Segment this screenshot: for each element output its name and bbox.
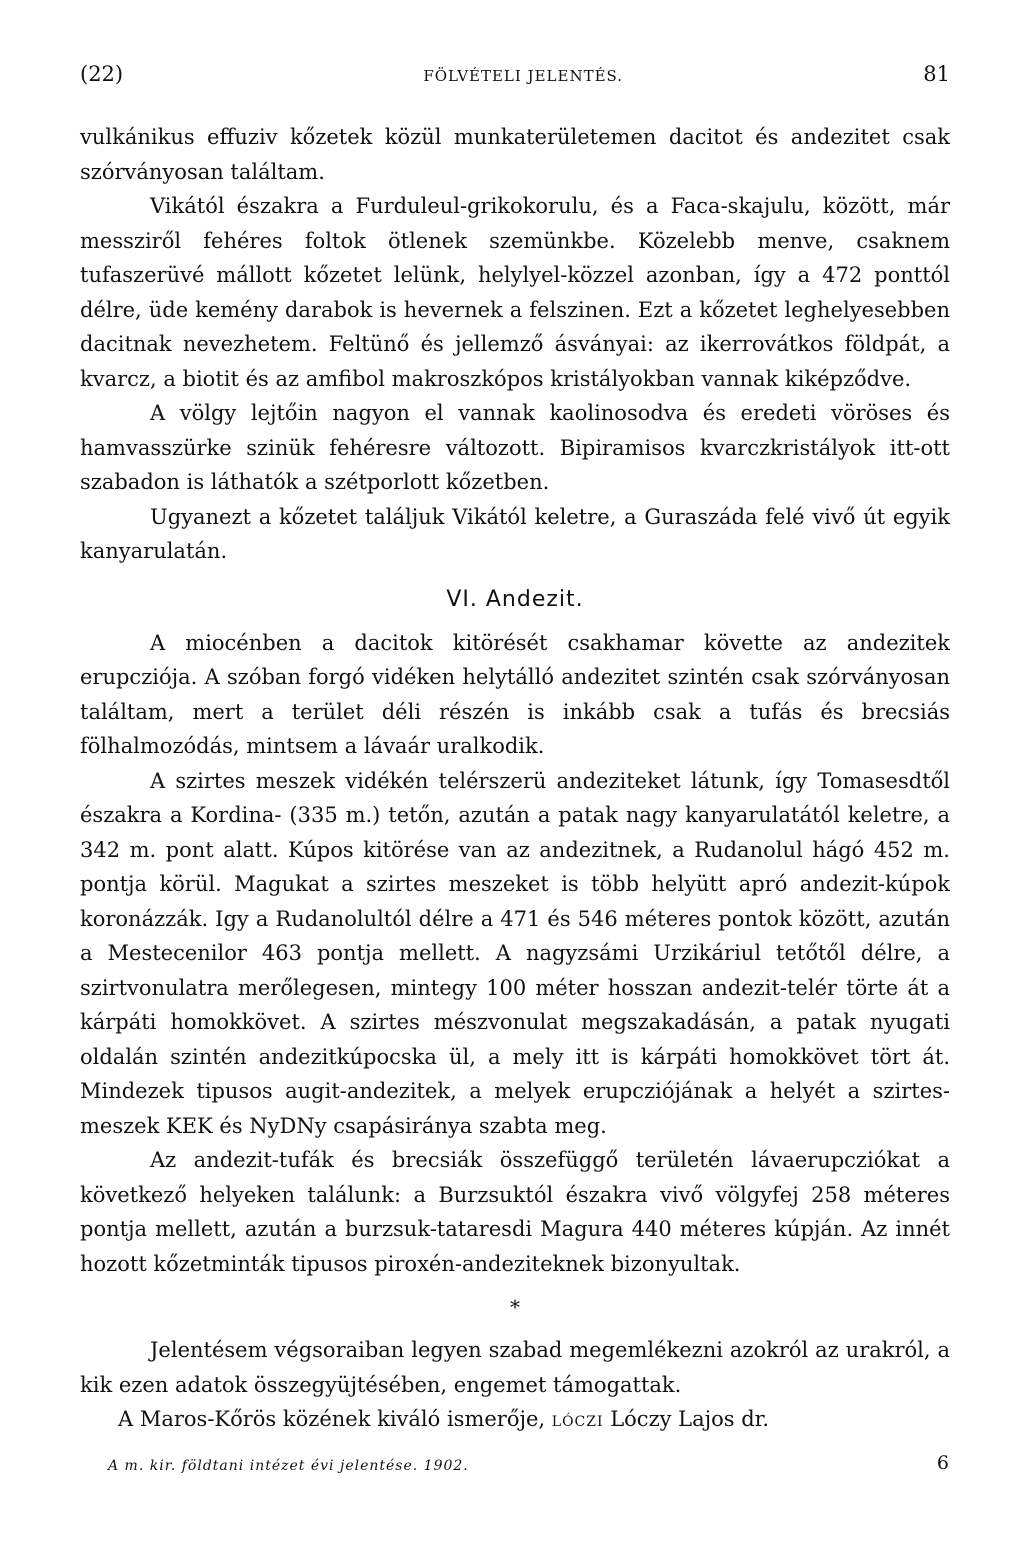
paragraph: A miocénben a dacitok kitörését csakhamar követte az andezitek erupcziója. A szóban forgó vidéken helytálló andezitet szintén csak szórványosan találtam, mert a terület déli részén is inkább csak a tufás és brecsiás fölhalmozódás, mintsem a lávaár uralkodik.	[80, 630, 950, 758]
running-head	[80, 62, 950, 102]
signature-text: A Maros-Kőrös közének kiváló ismerője,	[118, 1407, 546, 1431]
signature-line	[80, 1402, 950, 1440]
section-divider: *	[510, 1295, 520, 1319]
closing-paragraph: Jelentésem végsoraiban legyen szabad megemlékezni azokról az urakról, a kik ezen adatok összegyüjtésében, engemet támogattak.	[80, 1338, 950, 1397]
paragraph: Ugyanezt a kőzetet találjuk Vikától keletre, a Guraszáda felé vivő út egyik kanyarulatán.	[80, 504, 950, 563]
header-section-number: (22)	[80, 62, 124, 86]
signature-small-name: LÓCZI	[551, 1414, 604, 1430]
footer-source: A m. kir. földtani intézet évi jelentése. 1902.	[108, 1457, 469, 1474]
page	[80, 62, 950, 1474]
paragraph: A szirtes meszek vidékén telérszerü andeziteket látunk, így Tomasesdtől északra a Kordina- (335 m.) tetőn, azután a patak nagy kanyarulatától keletre, a 342 m. pont alatt. Kúpos kitörése van az andezitnek, a Rudanolul hágó 452 m. pontja körül. Magukat a szirtes meszeket is több helyütt apró andezit-kúpok koronázzák. Igy a Rudanolultól délre a 471 és 546 méteres pontok között, azután a Mestecenilor 463 pontja mellett. A nagyzsámi Urzikáriul tetőtől délre, a szirtvonulatra merőlegesen, mintegy 100 méter hosszan andezit-telér törte át a kárpáti homokkövet. A szirtes mészvonulat megszakadásán, a patak nyugati oldalán szintén andezitkúpocska ül, a mely itt is kárpáti homokkövet tört át. Mindezek tipusos augit-andezitek, a melyek erupcziójának a helyét a szirtes-meszek KEK és NyDNy csapásiránya szabta meg.	[80, 768, 950, 1138]
page-footer	[80, 1451, 950, 1474]
signature-name: Lóczy Lajos dr.	[610, 1407, 770, 1431]
paragraph: A völgy lejtőin nagyon el vannak kaolinosodva és eredeti vöröses és hamvasszürke szinük fehéresre változott. Bipiramisos kvarczkristályok itt-ott szabadon is láthatók a szétporlott kőzetben.	[80, 401, 950, 494]
header-page-number: 81	[923, 62, 950, 86]
section-heading: VI. Andezit.	[446, 586, 584, 612]
header-title: FÖLVÉTELI JELENTÉS.	[423, 67, 624, 85]
footer-signature-number: 6	[936, 1451, 950, 1474]
paragraph: Vikától északra a Furduleul-grikokorulu, és a Faca-skajulu, között, már messziről fehéres foltok ötlenek szemünkbe. Közelebb menve, csaknem tufaszerüvé mállott kőzetet lelünk, helylyel-közzel azonban, így a 472 ponttól délre, üde kemény darabok is hevernek a felszinen. Ezt a kőzetet leghelyesebben dacitnak nevezhetem. Feltünő és jellemző ásványai: az ikerrovátkos földpát, a kvarcz, a biotit és az amfibol makroszkópos kristályokban vannak kiképződve.	[80, 194, 950, 391]
paragraph: Az andezit-tufák és brecsiák összefüggő területén lávaerupcziókat a következő helyeken találunk: a Burzsuktól északra vivő völgyfej 258 méteres pontja mellett, azután a burzsuk-tataresdi Magura 440 méteres kúpján. Az innét hozott kőzetminták tipusos piroxén-andeziteknek bizonyultak.	[80, 1148, 950, 1276]
body-text	[80, 120, 950, 1440]
paragraph: vulkánikus effuziv kőzetek közül munkaterületemen dacitot és andezitet csak szórványosan találtam.	[80, 125, 950, 184]
